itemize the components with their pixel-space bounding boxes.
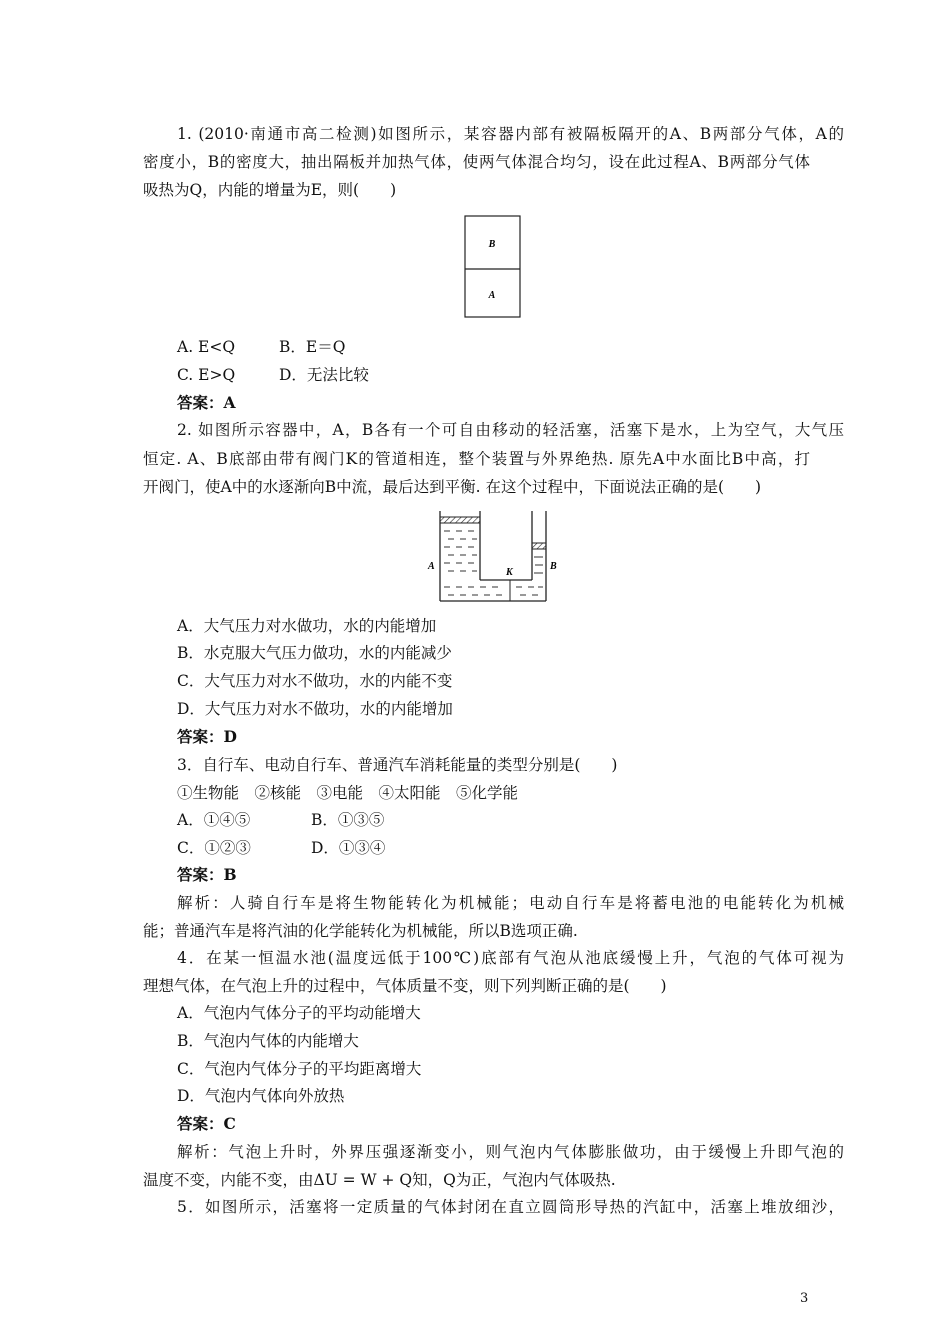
q4-option-c: C．气泡内气体分子的平均距离增大 xyxy=(177,1060,422,1078)
q4-analysis-2: 温度不变，内能不变，由ΔU = W + Q知，Q为正，气泡内气体吸热. xyxy=(143,1171,616,1189)
q1-answer: 答案：A xyxy=(177,393,236,412)
q3-option-c: C．①②③ xyxy=(177,839,251,857)
q3-items: ①生物能 ②核能 ③电能 ④太阳能 ⑤化学能 xyxy=(177,784,519,802)
q2-connected-vessels-figure xyxy=(422,505,564,605)
q2-label-b: B xyxy=(550,561,557,572)
q2-line-3: 开阀门，使A中的水逐渐向B中流，最后达到平衡. 在这个过程中，下面说法正确的是( ) xyxy=(143,478,762,496)
page-number: 3 xyxy=(800,1291,809,1306)
q2-line-1: 2. 如图所示容器中，A，B各有一个可自由移动的轻活塞，活塞下是水，上为空气，大气压 xyxy=(177,421,844,439)
q2-line-2: 恒定. A、B底部由带有阀门K的管道相连，整个装置与外界绝热. 原先A中水面比B中高，打 xyxy=(143,450,810,468)
q1-line-3: 吸热为Q，内能的增量为E，则( ) xyxy=(143,181,397,199)
q4-option-d: D．气泡内气体向外放热 xyxy=(177,1087,345,1105)
q2-label-a: A xyxy=(428,561,435,572)
q4-option-a: A．气泡内气体分子的平均动能增大 xyxy=(177,1004,421,1022)
q3-answer: 答案：B xyxy=(177,865,237,884)
q1-container-figure xyxy=(464,215,522,319)
q3-line: 3．自行车、电动自行车、普通汽车消耗能量的类型分别是( ) xyxy=(177,756,618,774)
q1-line-2: 密度小，B的密度大，抽出隔板并加热气体，使两气体混合均匀，设在此过程A、B两部分气体 xyxy=(143,153,810,171)
q3-analysis-1: 解析：人骑自行车是将生物能转化为机械能；电动自行车是将蓄电池的电能转化为机械 xyxy=(177,894,844,912)
q2-option-c: C．大气压力对水不做功，水的内能不变 xyxy=(177,672,453,690)
q2-option-b: B．水克服大气压力做功，水的内能减少 xyxy=(177,644,452,662)
q1-option-c: C. E>Q xyxy=(177,366,236,384)
q1-label-a: A xyxy=(488,290,496,301)
q2-option-a: A．大气压力对水做功，水的内能增加 xyxy=(177,617,437,635)
q1-option-b: B．E＝Q xyxy=(279,338,346,356)
q1-label-b: B xyxy=(488,239,496,250)
q3-option-a: A．①④⑤ xyxy=(177,811,251,829)
q4-option-b: B．气泡内气体的内能增大 xyxy=(177,1032,359,1050)
q4-answer: 答案：C xyxy=(177,1114,236,1133)
q4-line-1: 4．在某一恒温水池(温度远低于100℃)底部有气泡从池底缓慢上升，气泡的气体可视为 xyxy=(177,949,844,967)
q4-line-2: 理想气体，在气泡上升的过程中，气体质量不变，则下列判断正确的是( ) xyxy=(143,977,667,995)
q3-option-b: B．①③⑤ xyxy=(311,811,385,829)
q3-option-d: D．①③④ xyxy=(311,839,386,857)
q1-option-d: D．无法比较 xyxy=(279,366,369,384)
q1-option-a: A. E<Q xyxy=(177,338,236,356)
q5-line: 5．如图所示，活塞将一定质量的气体封闭在直立圆筒形导热的汽缸中，活塞上堆放细沙， xyxy=(177,1198,844,1216)
q3-analysis-2: 能；普通汽车是将汽油的化学能转化为机械能，所以B选项正确. xyxy=(143,922,578,940)
q2-label-k: K xyxy=(506,567,513,578)
q2-option-d: D．大气压力对水不做功，水的内能增加 xyxy=(177,700,453,718)
q2-answer: 答案：D xyxy=(177,727,237,746)
q1-line-1: 1. (2010·南通市高二检测)如图所示，某容器内部有被隔板隔开的A、B两部分气体，A的 xyxy=(177,125,844,143)
q4-analysis-1: 解析：气泡上升时，外界压强逐渐变小，则气泡内气体膨胀做功，由于缓慢上升即气泡的 xyxy=(177,1143,844,1161)
